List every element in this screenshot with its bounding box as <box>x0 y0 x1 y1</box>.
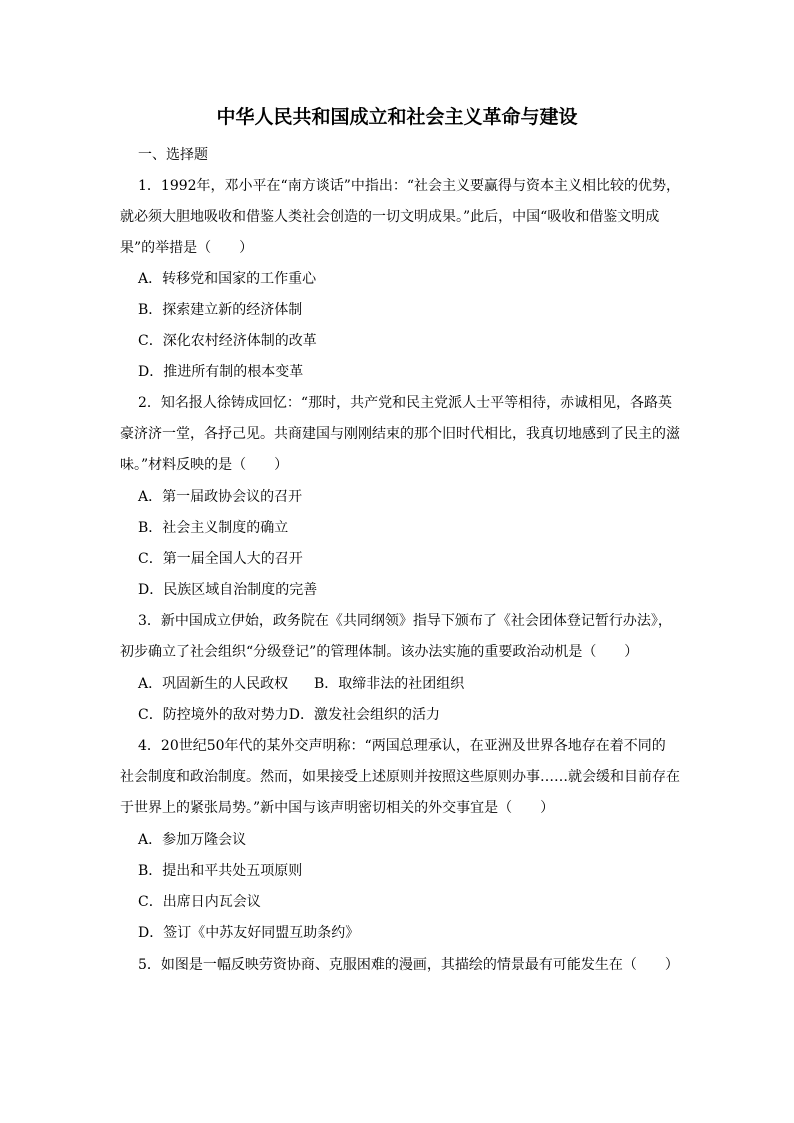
question-2-line-2: 豪济济一堂，各抒己见。共商建国与刚刚结束的那个旧时代相比，我真切地感到了民主的滋 <box>120 426 680 442</box>
question-1-line-3: 果”的举措是（ ） <box>120 240 254 256</box>
question-2-option-d: D．民族区域自治制度的完善 <box>138 582 318 598</box>
question-3-option-a: A．巩固新生的人民政权 <box>138 676 289 692</box>
question-4-option-d: D．签订《中苏友好同盟互助条约》 <box>138 925 360 941</box>
section-heading: 一、选择题 <box>138 147 208 163</box>
question-1-option-c: C．深化农村经济体制的改革 <box>138 333 317 349</box>
question-1-option-b: B．探索建立新的经济体制 <box>138 302 303 318</box>
question-4-line-2: 社会制度和政治制度。然而，如果接受上述原则并按照这些原则办事……就会缓和目前存在 <box>120 769 680 785</box>
question-3-line-1: 3．新中国成立伊始，政务院在《共同纲领》指导下颁布了《社会团体登记暂行办法》， <box>138 613 672 629</box>
question-2-line-3: 味。”材料反映的是（ ） <box>120 457 289 473</box>
question-2-option-a: A．第一届政协会议的召开 <box>138 489 303 505</box>
question-4-option-a: A．参加万隆会议 <box>138 832 247 848</box>
question-4-line-3: 于世界上的紧张局势。”新中国与该声明密切相关的外交事宜是（ ） <box>120 800 555 816</box>
page-title: 中华人民共和国成立和社会主义革命与建设 <box>216 106 578 128</box>
question-1-line-2: 就必须大胆地吸收和借鉴人类社会创造的一切文明成果。”此后，中国“吸收和借鉴文明成 <box>120 209 660 225</box>
question-3-option-c: C．防控境外的敌对势力 <box>138 707 289 723</box>
question-3-option-d: D．激发社会组织的活力 <box>288 707 440 723</box>
question-4-option-b: B．提出和平共处五项原则 <box>138 863 303 879</box>
question-5-line-1: 5．如图是一幅反映劳资协商、克服困难的漫画，其描绘的情景最有可能发生在（ ） <box>138 957 679 973</box>
question-1-option-d: D．推进所有制的根本变革 <box>138 364 304 380</box>
question-2-line-1: 2．知名报人徐铸成回忆：“那时，共产党和民主党派人士平等相待，赤诚相见，各路英 <box>138 395 673 411</box>
question-3-option-b: B．取缔非法的社团组织 <box>314 676 465 692</box>
question-4-option-c: C．出席日内瓦会议 <box>138 894 261 910</box>
question-3-option-c-d <box>138 705 440 725</box>
question-2-option-b: B．社会主义制度的确立 <box>138 520 289 536</box>
question-1-line-1: 1．1992年，邓小平在“南方谈话”中指出：“社会主义要赢得与资本主义相比较的优势， <box>138 178 681 194</box>
question-4-line-1: 4．20世纪50年代的某外交声明称：“两国总理承认，在亚洲及世界各地存在着不同的 <box>138 738 666 754</box>
question-2-option-c: C．第一届全国人大的召开 <box>138 551 303 567</box>
question-3-line-2: 初步确立了社会组织“分级登记”的管理体制。该办法实施的重要政治动机是（ ） <box>120 644 639 660</box>
question-1-option-a: A．转移党和国家的工作重心 <box>138 271 317 287</box>
